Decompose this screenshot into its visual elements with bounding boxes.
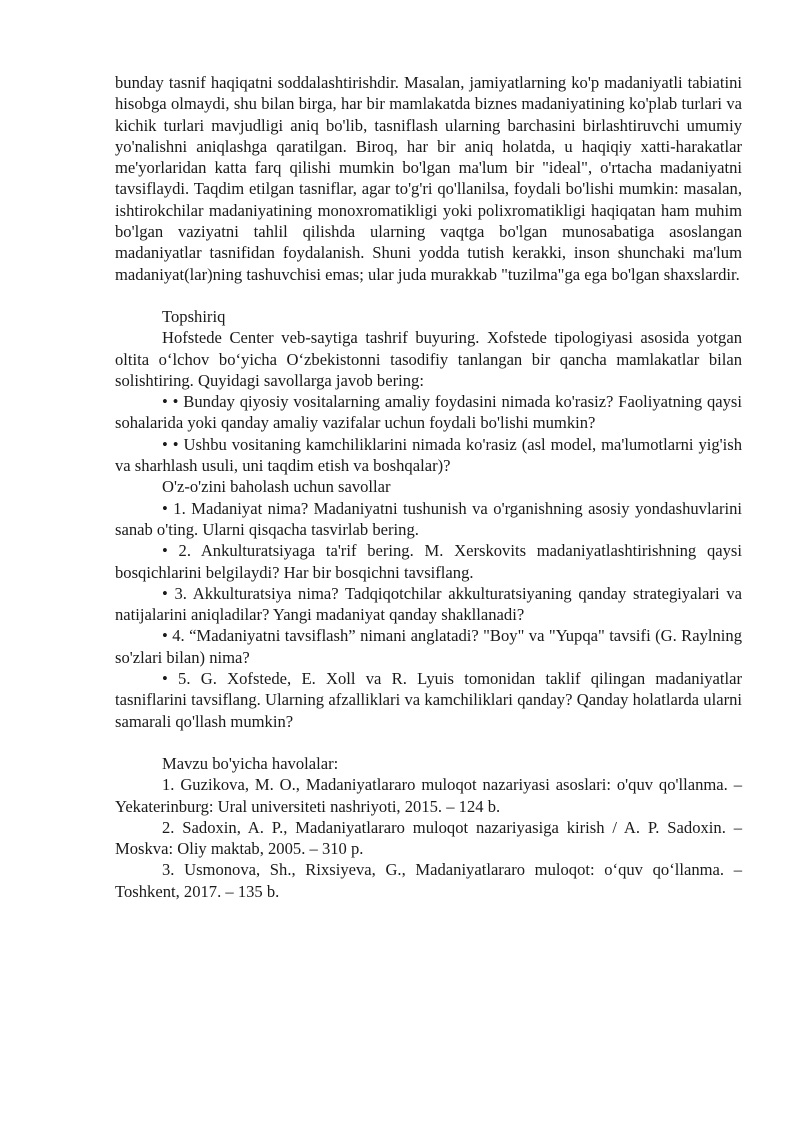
task-body: Hofstede Center veb-saytiga tashrif buyuring. Xofstede tipologiyasi asosida yotgan oltita o‘lchov bo‘yicha O‘zbekistonni tasodifiy tanlangan bir qancha mamlakatlar bilan solishtiring. Quyidagi savollarga javob bering: xyxy=(115,328,742,390)
spacer xyxy=(115,732,742,753)
task-heading: Topshiriq xyxy=(162,306,226,326)
spacer xyxy=(115,285,742,306)
self-check-heading: O'z-o'zini baholash uchun savollar xyxy=(162,477,391,497)
task-question-1: • • Bunday qiyosiy vositalarning amaliy foydasini nimada ko'rasiz? Faoliyatning qaysi sohalarida yoki qanday amaliy vazifalar uchun foydali bo'lishi mumkin? xyxy=(115,392,742,433)
self-check-question-5: • 5. G. Xofstede, E. Xoll va R. Lyuis tomonidan taklif qilingan madaniyatlar tasniflarini tavsiflang. Ularning afzalliklari va kamchiliklari qanday? Qanday holatlarda ularni samarali qo'llash mumkin? xyxy=(115,669,742,731)
references-heading: Mavzu bo'yicha havolalar: xyxy=(162,753,339,773)
self-check-question-1: • 1. Madaniyat nima? Madaniyatni tushunish va o'rganishning asosiy yondashuvlarini sanab o'ting. Ularni qisqacha tasvirlab bering. xyxy=(115,498,742,539)
task-question-2: • • Ushbu vositaning kamchiliklarini nimada ko'rasiz (asl model, ma'lumotlarni yig'ish va sharhlash usuli, uni taqdim etish va boshqalar)? xyxy=(115,434,742,476)
self-check-question-2: • 2. Ankulturatsiyaga ta'rif bering. M. Xerskovits madaniyatlashtirishning qaysi bosqichlarini belgilaydi? Har bir bosqichni tavsiflang. xyxy=(115,541,742,582)
reference-item-1: 1. Guzikova, M. O., Madaniyatlararo muloqot nazariyasi asoslari: o'quv qo'llanma. – Yekaterinburg: Ural universiteti nashriyoti, 2015. – 124 b. xyxy=(115,775,742,816)
reference-item-2: 2. Sadoxin, A. P., Madaniyatlararo muloqot nazariyasiga kirish / A. P. Sadoxin. – Moskva: Oliy maktab, 2005. – 310 p. xyxy=(115,817,742,859)
self-check-question-3: • 3. Akkulturatsiya nima? Tadqiqotchilar akkulturatsiyaning qanday strategiyalari va natijalarini aniqladilar? Yangi madaniyat qanday shakllanadi? xyxy=(115,583,742,625)
self-check-question-4: • 4. “Madaniyatni tavsiflash” nimani anglatadi? "Boy" va "Yupqa" tavsifi (G. Raylning so'zlari bilan) nima? xyxy=(115,626,742,667)
intro-paragraph: bunday tasnif haqiqatni soddalashtirishdir. Masalan, jamiyatlarning ko'p madaniyatli tabiatini hisobga olmaydi, shu bilan birga, har bir mamlakatda biznes madaniyatining ko'plab turlari va kichik turlari mavjudligi aniq bo'lib, tasniflash ularning barchasini birlashtiruvchi umumiy yo'nalishni aniqlashga qaratilgan. Biroq, har bir aniq holatda, u haqiqiy xatti-harakatlar me'yorlaridan katta farq qilishi mumkin bo'lgan ma'lum bir "ideal", o'rtacha madaniyatni tavsiflaydi. Taqdim etilgan tasniflar, agar to'g'ri qo'llanilsa, foydali bo'lishi mumkin: masalan, ishtirokchilar madaniyatining monoxromatikligi yoki polixromatikligi haqiqatan ham muhim bo'lgan vaziyatni tahlil qilishda ularning vaqtga bo'lgan munosabatiga asoslangan madaniyatlar tasnifidan foydalanish. Shuni yodda tutish kerakki, inson shunchaki ma'lum madaniyat(lar)ning tashuvchisi emas; ular juda murakkab "tuzilma"ga ega bo'lgan shaxslardir. xyxy=(115,73,742,284)
reference-item-3: 3. Usmonova, Sh., Rixsiyeva, G., Madaniyatlararo muloqot: o‘quv qo‘llanma. – Toshkent, 2017. – 135 b. xyxy=(115,860,742,901)
document-page xyxy=(115,72,742,902)
